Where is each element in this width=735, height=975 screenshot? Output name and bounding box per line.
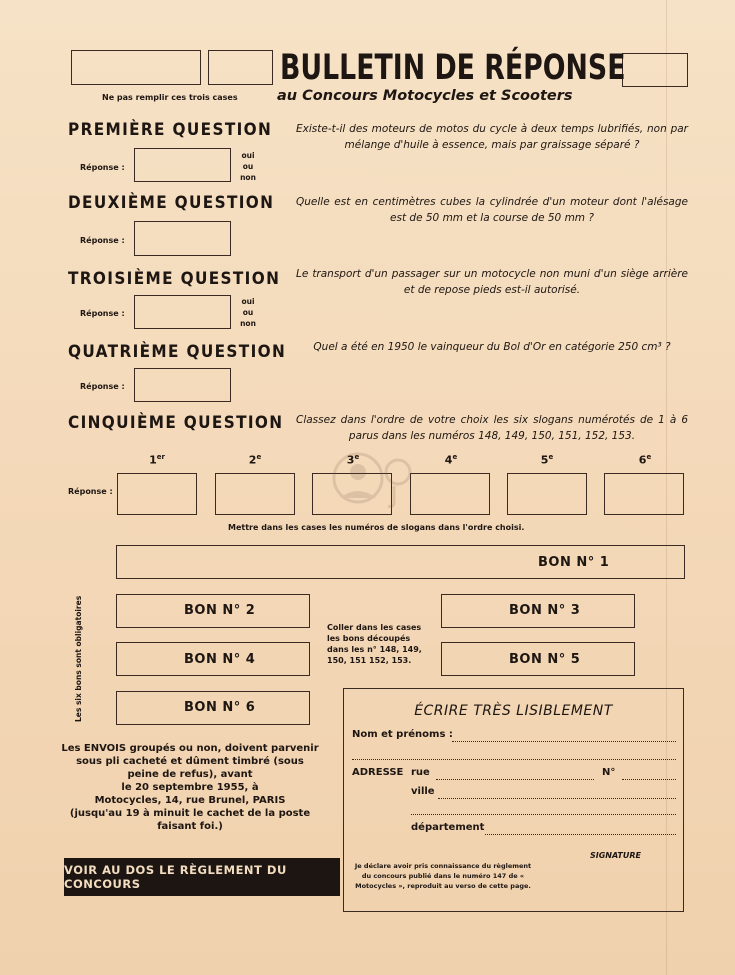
answer-3-input[interactable]: [134, 295, 231, 329]
rank-4-label: 4e: [444, 453, 458, 467]
numero-line[interactable]: [622, 779, 676, 780]
answer-2-input[interactable]: [134, 221, 231, 256]
answer-4-input[interactable]: [134, 368, 231, 402]
nom-label: Nom et prénoms :: [352, 729, 453, 740]
bon-3-label: BON N° 3: [509, 603, 581, 618]
bons-obligatoires-note: Les six bons sont obligatoires: [74, 595, 83, 722]
rue-label: rue: [411, 767, 430, 778]
nom-line-2[interactable]: [352, 759, 676, 760]
question-3-text: Le transport d'un passager sur un motocycle non muni d'un siège arrière et de repose pieds est-il autorisé.: [296, 268, 688, 296]
question-2-heading: DEUXIÈME QUESTION: [68, 193, 275, 213]
question-4-heading: QUATRIÈME QUESTION: [68, 342, 287, 362]
question-3-heading: TROISIÈME QUESTION: [68, 269, 281, 289]
rank-5-input[interactable]: [507, 473, 587, 515]
answer-5-label: Réponse :: [68, 487, 113, 496]
page-subtitle: au Concours Motocycles et Scooters: [277, 88, 573, 104]
question-1-heading: PREMIÈRE QUESTION: [68, 120, 273, 140]
declaration-text: Je déclare avoir pris connaissance du règlement du concours publié dans le numéro 147 de « Motocycles », reproduit au verso de cette page.: [354, 862, 532, 890]
adresse-label: ADRESSE: [352, 767, 404, 778]
office-box-1: [71, 50, 201, 85]
contact-form: [343, 688, 684, 912]
departement-line[interactable]: [485, 834, 676, 835]
watermark-logo-icon: [318, 450, 428, 510]
ville-line[interactable]: [438, 798, 676, 799]
oui-ou-non-3: oui ou non: [240, 297, 256, 328]
signature-label: SIGNATURE: [590, 851, 642, 860]
envois-instructions: Les ENVOIS groupés ou non, doivent parvenir sous pli cacheté et dûment timbré (sous peine de refus), avant le 20 septembre 1955, à Motocycles, 14, rue Brunel, PARIS (jusqu'au 19 à minuit le cachet de la poste faisant foi.): [61, 743, 319, 832]
rank-6-label: 6e: [638, 453, 652, 467]
rank-2-label: 2e: [248, 453, 262, 467]
bon-2-label: BON N° 2: [184, 603, 256, 618]
oui-ou-non-1: oui ou non: [240, 151, 256, 182]
question-1-text: Existe-t-il des moteurs de motos du cycle à deux temps lubrifiés, non par mélange d'huile à essence, mais par graissage séparé ?: [296, 123, 688, 151]
bon-1-label: BON N° 1: [538, 555, 610, 570]
rank-3-label: 3e: [346, 453, 360, 467]
page-title: BULLETIN DE RÉPONSE: [280, 48, 626, 88]
office-box-3: [622, 53, 688, 87]
voir-reglement-banner: VOIR AU DOS LE RÈGLEMENT DU CONCOURS: [64, 858, 340, 896]
bon-5-label: BON N° 5: [509, 652, 581, 667]
rank-5-label: 5e: [540, 453, 554, 467]
coller-instruction: Coller dans les cases les bons découpés dans les n° 148, 149, 150, 151 152, 153.: [327, 623, 422, 665]
answer-2-label: Réponse :: [80, 236, 125, 245]
rue-line[interactable]: [436, 779, 594, 780]
answer-1-input[interactable]: [134, 148, 231, 182]
ville-label: ville: [411, 786, 435, 797]
nom-line[interactable]: [452, 741, 676, 742]
form-heading: ÉCRIRE TRÈS LISIBLEMENT: [414, 703, 613, 719]
rank-1-input[interactable]: [117, 473, 197, 515]
departement-label: département: [411, 822, 485, 833]
rank-2-input[interactable]: [215, 473, 295, 515]
office-note: Ne pas remplir ces trois cases: [102, 93, 238, 102]
question-4-text: Quel a été en 1950 le vainqueur du Bol d'Or en catégorie 250 cm³ ?: [313, 341, 671, 353]
question-5-heading: CINQUIÈME QUESTION: [68, 413, 284, 433]
answer-1-label: Réponse :: [80, 163, 125, 172]
answer-3-label: Réponse :: [80, 309, 125, 318]
rank-6-input[interactable]: [604, 473, 684, 515]
numero-label: N°: [602, 767, 616, 778]
bon-4-label: BON N° 4: [184, 652, 256, 667]
question-2-text: Quelle est en centimètres cubes la cylindrée d'un moteur dont l'alésage est de 50 mm et la course de 50 mm ?: [296, 196, 688, 224]
office-box-2: [208, 50, 273, 85]
bon-6-label: BON N° 6: [184, 700, 256, 715]
rank-1-label: 1er: [149, 453, 165, 467]
question-5-text: Classez dans l'ordre de votre choix les six slogans numérotés de 1 à 6 parus dans les numéros 148, 149, 150, 151, 152, 153.: [296, 414, 688, 442]
answer-4-label: Réponse :: [80, 382, 125, 391]
ville-line-2[interactable]: [411, 814, 676, 815]
rank-instruction: Mettre dans les cases les numéros de slogans dans l'ordre choisi.: [228, 523, 525, 532]
